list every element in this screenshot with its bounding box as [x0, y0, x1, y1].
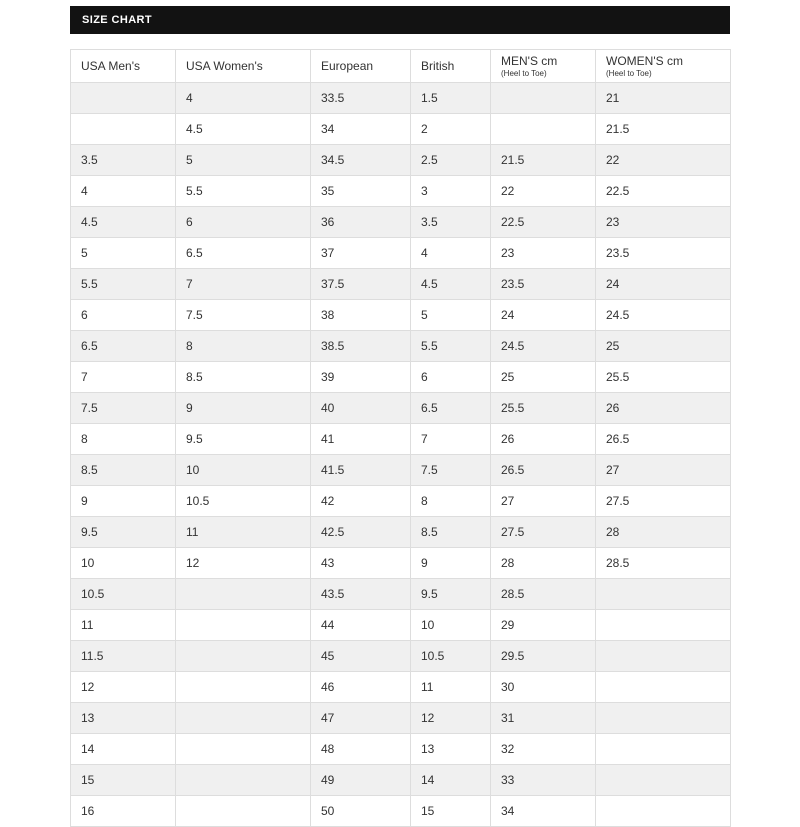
table-cell: 50	[311, 796, 411, 827]
table-cell: 36	[311, 207, 411, 238]
table-cell: 41.5	[311, 455, 411, 486]
table-cell: 11	[71, 610, 176, 641]
table-cell: 3	[411, 176, 491, 207]
table-cell: 28	[596, 517, 731, 548]
size-chart-table	[70, 49, 731, 827]
table-cell: 16	[71, 796, 176, 827]
table-cell: 21.5	[596, 114, 731, 145]
table-row	[71, 517, 731, 548]
table-cell: 23.5	[491, 269, 596, 300]
column-header-womens-cm	[596, 50, 731, 83]
table-cell: 22.5	[596, 176, 731, 207]
column-header-usa-mens	[71, 50, 176, 83]
table-cell: 11.5	[71, 641, 176, 672]
column-header-label: USA Men's	[81, 58, 140, 73]
column-header-usa-womens	[176, 50, 311, 83]
table-cell: 11	[411, 672, 491, 703]
table-cell: 22	[491, 176, 596, 207]
table-cell: 8.5	[411, 517, 491, 548]
size-chart-table-body	[71, 83, 731, 827]
column-header-label: European	[321, 58, 374, 73]
table-cell: 26.5	[491, 455, 596, 486]
table-row	[71, 424, 731, 455]
table-cell: 37.5	[311, 269, 411, 300]
table-cell	[596, 734, 731, 765]
table-cell: 10	[176, 455, 311, 486]
column-header-british	[411, 50, 491, 83]
table-cell: 7	[71, 362, 176, 393]
table-cell: 10.5	[411, 641, 491, 672]
table-row	[71, 672, 731, 703]
table-cell	[176, 703, 311, 734]
size-chart-section	[70, 6, 730, 827]
table-cell: 29	[491, 610, 596, 641]
table-cell: 7	[411, 424, 491, 455]
table-cell: 10	[411, 610, 491, 641]
table-cell: 8	[71, 424, 176, 455]
table-cell: 12	[411, 703, 491, 734]
table-cell: 10.5	[176, 486, 311, 517]
table-header-row	[71, 50, 731, 83]
table-cell: 23.5	[596, 238, 731, 269]
table-cell	[71, 83, 176, 114]
table-cell: 26	[596, 393, 731, 424]
table-cell: 21	[596, 83, 731, 114]
table-cell: 49	[311, 765, 411, 796]
table-cell: 4.5	[71, 207, 176, 238]
table-cell: 9	[176, 393, 311, 424]
table-cell: 42	[311, 486, 411, 517]
table-row	[71, 269, 731, 300]
table-cell	[176, 579, 311, 610]
table-cell: 6	[176, 207, 311, 238]
table-cell	[71, 114, 176, 145]
table-cell: 5	[71, 238, 176, 269]
size-chart-title-bar	[70, 6, 730, 34]
table-cell: 9.5	[71, 517, 176, 548]
table-row	[71, 331, 731, 362]
table-cell	[596, 672, 731, 703]
table-cell: 2	[411, 114, 491, 145]
table-cell: 42.5	[311, 517, 411, 548]
table-row	[71, 548, 731, 579]
table-row	[71, 703, 731, 734]
table-cell: 25	[596, 331, 731, 362]
table-cell: 7	[176, 269, 311, 300]
table-cell: 6.5	[71, 331, 176, 362]
table-row	[71, 610, 731, 641]
table-cell	[596, 796, 731, 827]
table-cell: 15	[71, 765, 176, 796]
table-cell: 15	[411, 796, 491, 827]
table-cell: 8	[411, 486, 491, 517]
table-cell: 4	[411, 238, 491, 269]
table-cell: 34	[491, 796, 596, 827]
table-cell: 9	[411, 548, 491, 579]
table-cell: 34	[311, 114, 411, 145]
table-cell: 27.5	[596, 486, 731, 517]
table-cell: 5	[176, 145, 311, 176]
table-cell: 4	[176, 83, 311, 114]
page-title: SIZE CHART	[82, 14, 152, 26]
table-cell: 22.5	[491, 207, 596, 238]
table-cell	[176, 734, 311, 765]
table-cell: 34.5	[311, 145, 411, 176]
table-cell: 45	[311, 641, 411, 672]
table-cell: 40	[311, 393, 411, 424]
table-row	[71, 238, 731, 269]
table-row	[71, 176, 731, 207]
table-row	[71, 455, 731, 486]
table-cell: 7.5	[176, 300, 311, 331]
table-cell: 43.5	[311, 579, 411, 610]
table-cell: 33.5	[311, 83, 411, 114]
table-cell: 8	[176, 331, 311, 362]
table-cell: 27.5	[491, 517, 596, 548]
table-cell: 7.5	[411, 455, 491, 486]
table-cell: 8.5	[176, 362, 311, 393]
table-row	[71, 114, 731, 145]
table-cell	[176, 765, 311, 796]
table-cell: 10.5	[71, 579, 176, 610]
table-cell: 9.5	[176, 424, 311, 455]
column-header-mens-cm	[491, 50, 596, 83]
table-cell: 39	[311, 362, 411, 393]
table-cell: 23	[596, 207, 731, 238]
table-cell: 26.5	[596, 424, 731, 455]
table-cell: 6.5	[411, 393, 491, 424]
table-row	[71, 579, 731, 610]
table-row	[71, 393, 731, 424]
table-cell: 9.5	[411, 579, 491, 610]
table-cell: 4	[71, 176, 176, 207]
table-cell	[176, 610, 311, 641]
table-row	[71, 641, 731, 672]
table-cell: 14	[411, 765, 491, 796]
table-row	[71, 83, 731, 114]
table-row	[71, 486, 731, 517]
table-cell: 13	[411, 734, 491, 765]
table-cell: 11	[176, 517, 311, 548]
table-cell: 5	[411, 300, 491, 331]
table-cell: 14	[71, 734, 176, 765]
table-cell: 3.5	[411, 207, 491, 238]
table-cell: 22	[596, 145, 731, 176]
table-cell: 44	[311, 610, 411, 641]
table-cell: 38.5	[311, 331, 411, 362]
table-cell: 28.5	[491, 579, 596, 610]
table-cell	[596, 703, 731, 734]
table-cell	[491, 83, 596, 114]
table-cell: 6.5	[176, 238, 311, 269]
table-cell: 24	[491, 300, 596, 331]
table-row	[71, 362, 731, 393]
table-cell	[176, 672, 311, 703]
table-cell: 25.5	[596, 362, 731, 393]
table-row	[71, 300, 731, 331]
table-cell: 35	[311, 176, 411, 207]
table-cell: 6	[411, 362, 491, 393]
table-cell: 24.5	[596, 300, 731, 331]
column-header-label: USA Women's	[186, 58, 263, 73]
table-cell: 1.5	[411, 83, 491, 114]
table-cell: 12	[71, 672, 176, 703]
table-cell: 10	[71, 548, 176, 579]
table-cell: 7.5	[71, 393, 176, 424]
table-cell: 3.5	[71, 145, 176, 176]
table-cell: 6	[71, 300, 176, 331]
column-header-label: British	[421, 58, 455, 73]
column-header-sublabel: (Heel to Toe)	[606, 69, 652, 78]
table-cell: 28	[491, 548, 596, 579]
table-cell: 32	[491, 734, 596, 765]
table-cell: 5.5	[176, 176, 311, 207]
table-cell	[596, 641, 731, 672]
table-row	[71, 145, 731, 176]
table-cell: 5.5	[71, 269, 176, 300]
table-cell: 38	[311, 300, 411, 331]
table-cell: 41	[311, 424, 411, 455]
table-cell: 47	[311, 703, 411, 734]
table-cell: 23	[491, 238, 596, 269]
table-cell: 25	[491, 362, 596, 393]
table-cell: 24	[596, 269, 731, 300]
table-row	[71, 734, 731, 765]
table-cell: 27	[491, 486, 596, 517]
table-cell: 12	[176, 548, 311, 579]
column-header-label: MEN'S cm	[501, 54, 558, 68]
table-cell: 2.5	[411, 145, 491, 176]
table-cell: 24.5	[491, 331, 596, 362]
table-cell	[491, 114, 596, 145]
column-header-sublabel: (Heel to Toe)	[501, 69, 547, 78]
table-cell: 37	[311, 238, 411, 269]
table-row	[71, 796, 731, 827]
column-header-label: WOMEN'S cm	[606, 54, 683, 68]
table-cell: 27	[596, 455, 731, 486]
table-cell: 30	[491, 672, 596, 703]
table-cell: 4.5	[176, 114, 311, 145]
table-cell: 5.5	[411, 331, 491, 362]
column-header-european	[311, 50, 411, 83]
table-cell: 4.5	[411, 269, 491, 300]
table-cell: 33	[491, 765, 596, 796]
table-cell	[176, 796, 311, 827]
table-cell	[176, 641, 311, 672]
table-row	[71, 207, 731, 238]
table-cell: 25.5	[491, 393, 596, 424]
table-cell: 28.5	[596, 548, 731, 579]
table-cell: 48	[311, 734, 411, 765]
table-cell	[596, 579, 731, 610]
table-cell: 13	[71, 703, 176, 734]
table-row	[71, 765, 731, 796]
table-cell	[596, 765, 731, 796]
table-cell: 8.5	[71, 455, 176, 486]
table-cell: 46	[311, 672, 411, 703]
table-cell: 43	[311, 548, 411, 579]
table-cell: 9	[71, 486, 176, 517]
table-cell	[596, 610, 731, 641]
table-cell: 31	[491, 703, 596, 734]
table-cell: 26	[491, 424, 596, 455]
table-cell: 21.5	[491, 145, 596, 176]
table-cell: 29.5	[491, 641, 596, 672]
